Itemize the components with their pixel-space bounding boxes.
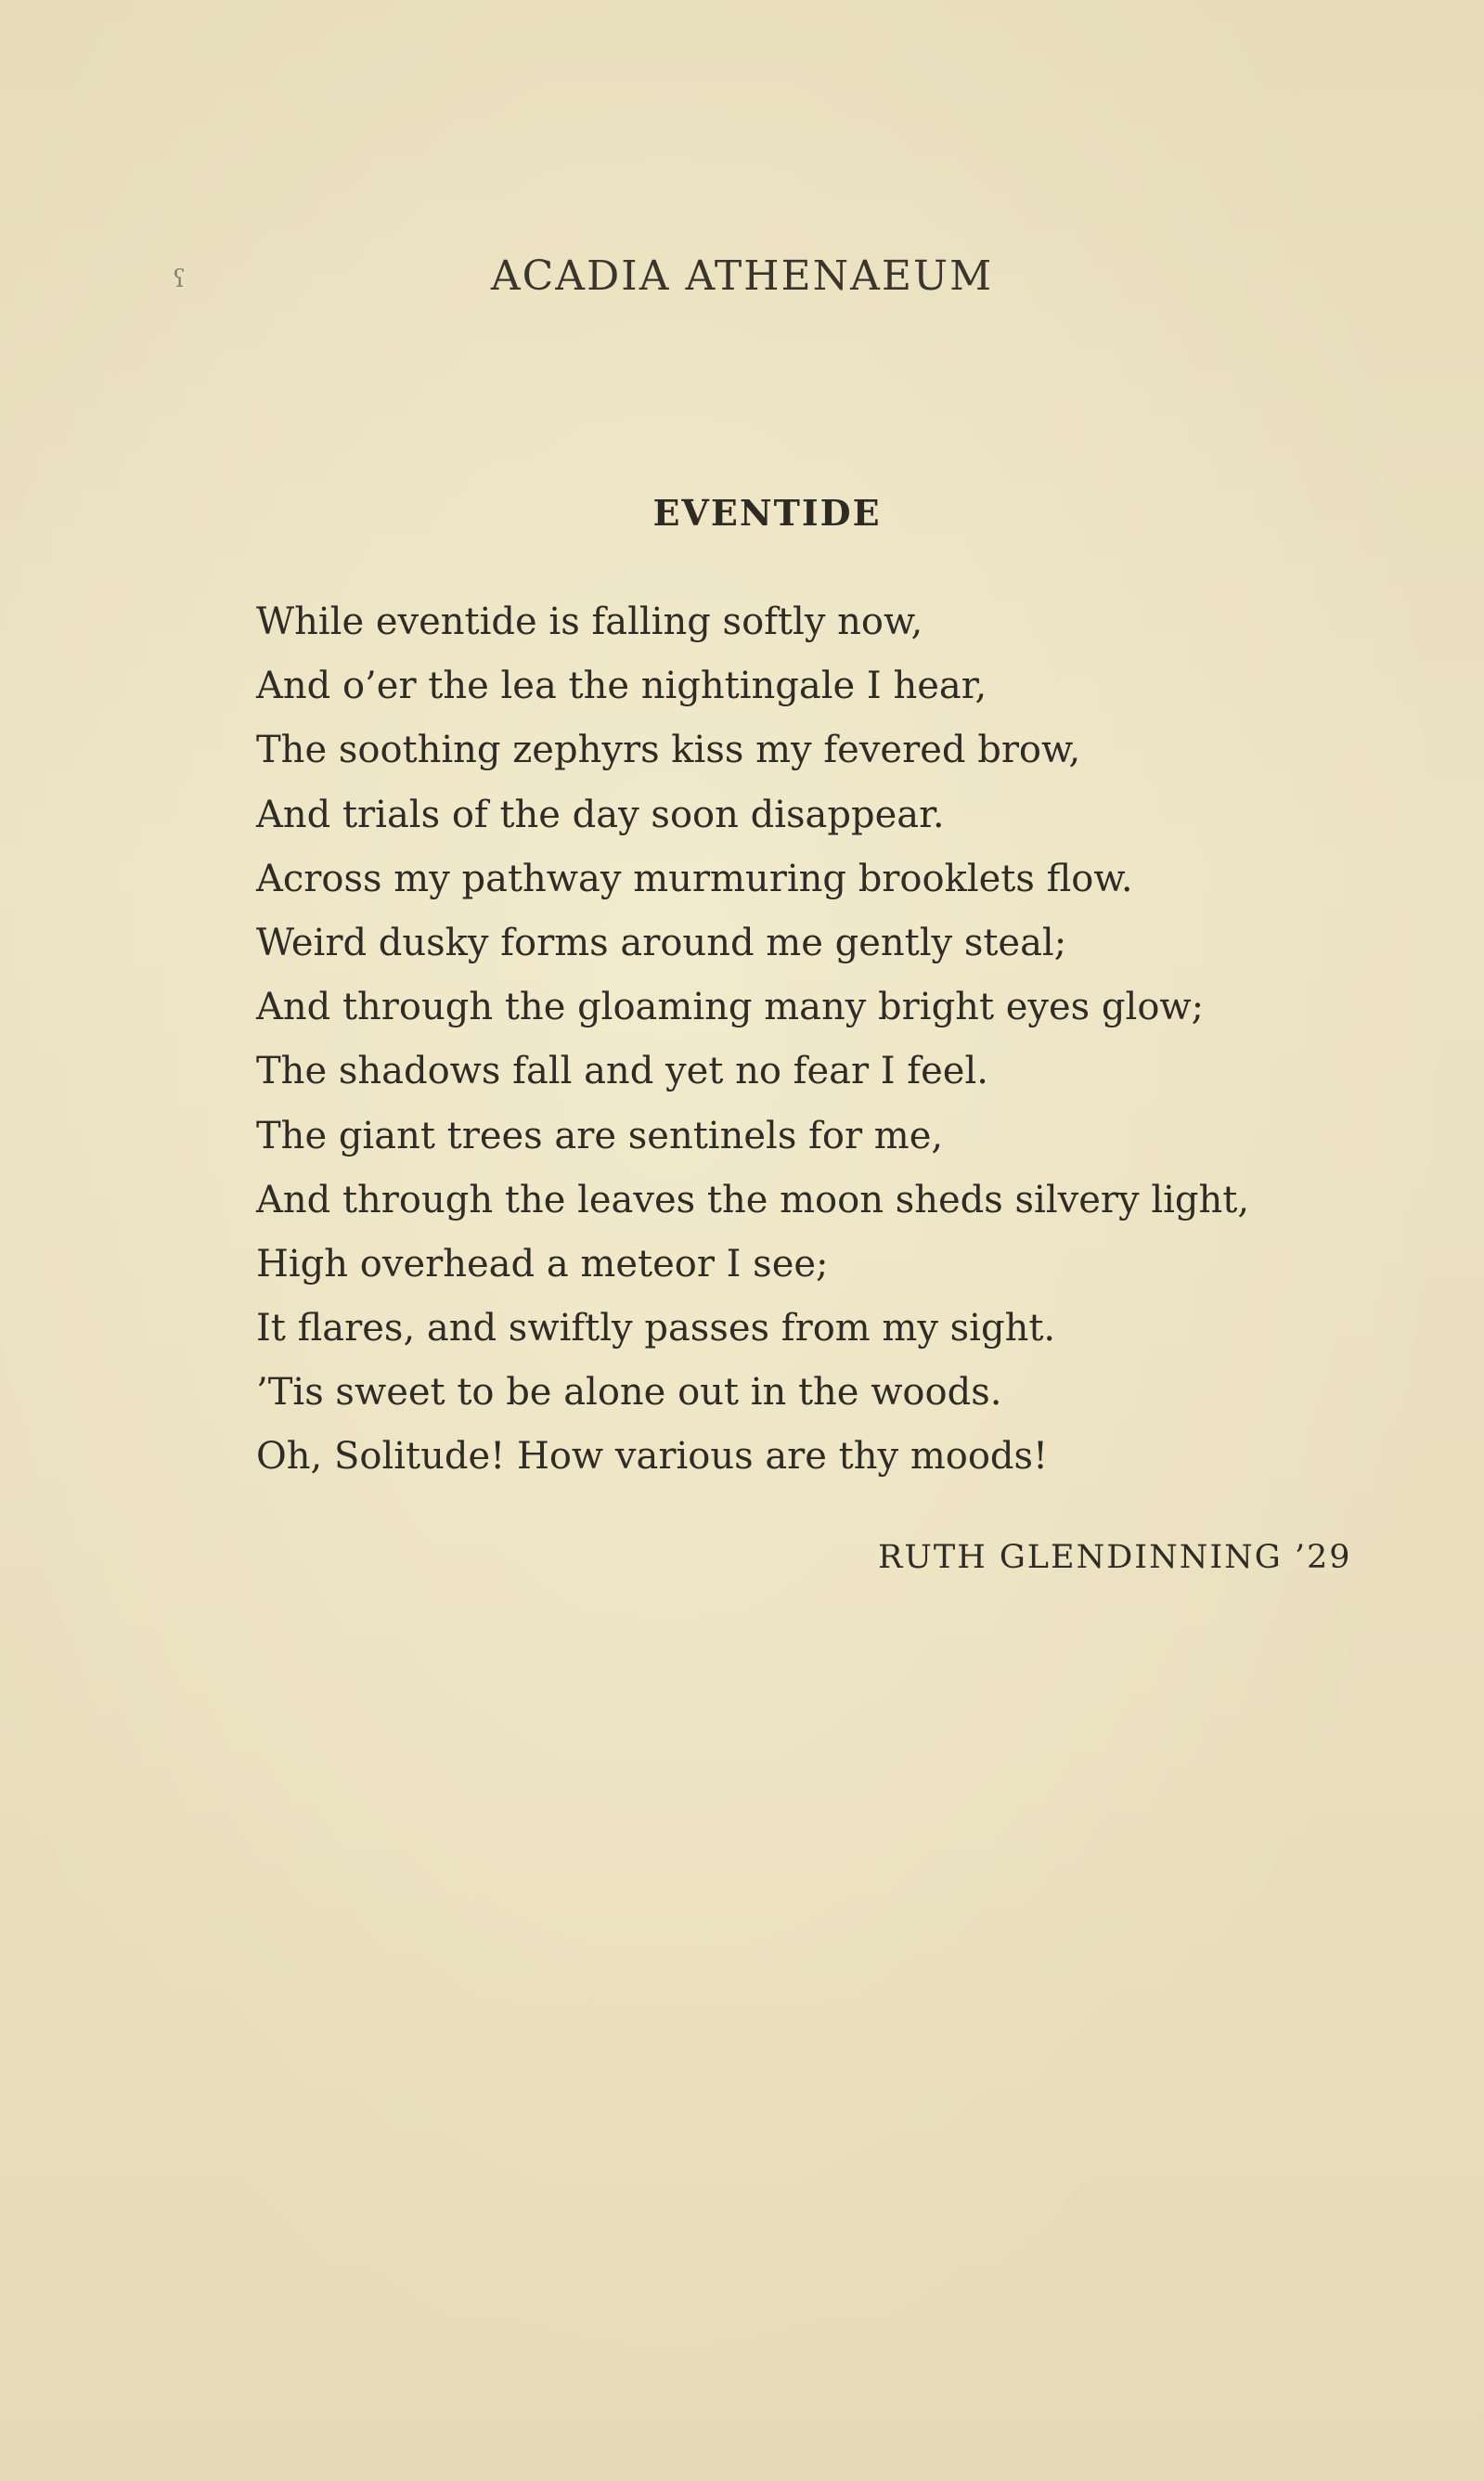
poem-line: Across my pathway murmuring brooklets flow. [256,857,1133,900]
poem-line: High overhead a meteor I see; [256,1242,829,1286]
poem-line: The shadows fall and yet no fear I feel. [256,1050,988,1093]
page-mark: ʕ [173,265,186,293]
poem-line: While eventide is falling softly now, [256,601,923,643]
poem-body [256,590,1323,1490]
poem-line: The soothing zephyrs kiss my fevered brow, [256,729,1081,772]
poem-line: And trials of the day soon disappear. [256,793,945,836]
poem-title: EVENTIDE [652,492,882,534]
poem-author: RUTH GLENDINNING ’29 [878,1539,1352,1576]
running-head: ACADIA ATHENAEUM [490,252,994,300]
poem-line: And through the gloaming many bright eyes glow; [256,986,1205,1029]
poem-line: Weird dusky forms around me gently steal; [256,921,1067,964]
poem-line: And through the leaves the moon sheds silvery light, [256,1178,1250,1221]
poem-line: It flares, and swiftly passes from my sight. [256,1307,1056,1350]
poem-line: And o’er the lea the nightingale I hear, [256,665,987,708]
poem-line: The giant trees are sentinels for me, [256,1114,944,1157]
poem-line: Oh, Solitude! How various are thy moods! [256,1435,1049,1479]
poem-line: ’Tis sweet to be alone out in the woods. [256,1371,1002,1415]
